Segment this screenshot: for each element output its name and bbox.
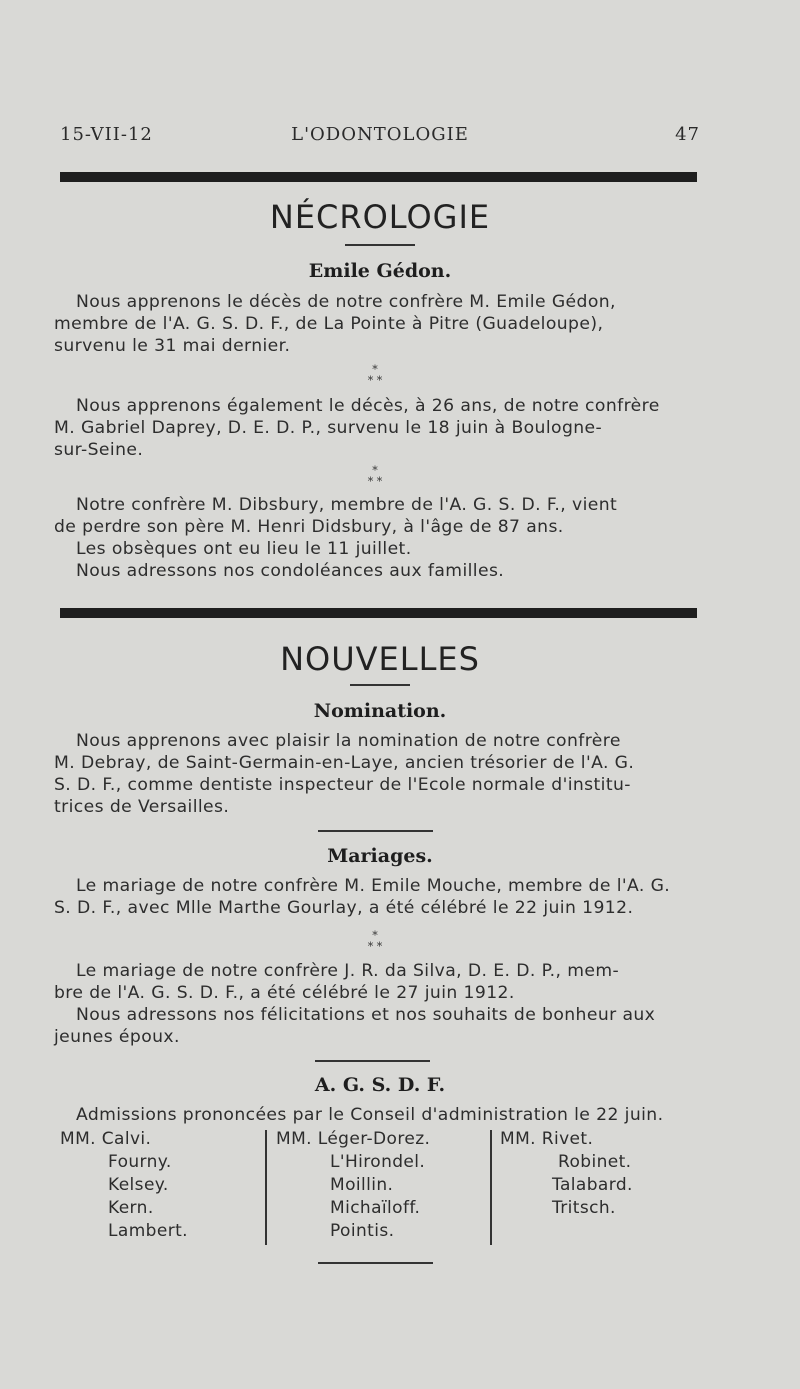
asterism: * * * [367, 464, 383, 488]
agsdf-heading: A. G. S. D. F. [314, 1074, 446, 1096]
admissions-column-1: MM. Calvi. Fourny. Kelsey. Kern. Lambert. [60, 1129, 188, 1241]
gedon-heading: Emile Gédon. [308, 260, 452, 282]
nomination-paragraph: Nous apprenons avec plaisir la nomination de notre confrère M. Debray, de Saint-Germain-en-Laye, ancien trésorier de l'A. G. S. D. F., comme dentiste inspecteur de l'Ecole normale d'institu- trices de Versailles. [54, 731, 635, 817]
page-number: 47 [675, 124, 700, 145]
column-divider [490, 1130, 492, 1245]
title-underline [350, 684, 410, 686]
column-divider [265, 1130, 267, 1245]
admissions-column-2: MM. Léger-Dorez. L'Hirondel. Moillin. Michaïloff. Pointis. [276, 1129, 431, 1241]
silva-paragraph: Le mariage de notre confrère J. R. da Silva, D. E. D. P., mem- bre de l'A. G. S. D. F., a été célébré le 27 juin 1912. Nous adressons nos félicitations et nos souhaits de bonheur aux jeunes époux. [54, 961, 656, 1047]
section-divider [60, 172, 697, 182]
nouvelles-title: NOUVELLES [280, 640, 480, 678]
gedon-paragraph: Nous apprenons le décès de notre confrère M. Emile Gédon, membre de l'A. G. S. D. F., de La Pointe à Pitre (Guadeloupe), survenu le 31 mai dernier. [54, 292, 616, 356]
necrologie-title: NÉCROLOGIE [269, 198, 491, 236]
asterism: * * * [367, 363, 383, 387]
didsbury-paragraph: Notre confrère M. Dibsbury, membre de l'A. G. S. D. F., vient de perdre son père M. Henri Didsbury, à l'âge de 87 ans. Les obsèques ont eu lieu le 11 juillet. Nous adressons nos condoléances aux familles. [54, 495, 618, 581]
journal-title: L'ODONTOLOGIE [291, 124, 469, 145]
daprey-paragraph: Nous apprenons également le décès, à 26 ans, de notre confrère M. Gabriel Daprey, D. E. D. P., survenu le 18 juin à Boulogne- sur-Seine. [54, 396, 660, 460]
separator-rule [315, 1060, 430, 1062]
title-underline [345, 244, 415, 246]
end-rule [318, 1262, 433, 1264]
separator-rule [318, 830, 433, 832]
mouche-paragraph: Le mariage de notre confrère M. Emile Mouche, membre de l'A. G. S. D. F., avec Mlle Marthe Gourlay, a été célébré le 22 juin 1912. [54, 876, 671, 918]
issue-date: 15-VII-12 [60, 124, 153, 145]
mariages-heading: Mariages. [327, 845, 433, 867]
admissions-intro: Admissions prononcées par le Conseil d'administration le 22 juin. [76, 1105, 664, 1125]
section-divider [60, 608, 697, 618]
nomination-heading: Nomination. [313, 700, 447, 722]
asterism: * * * [367, 929, 383, 953]
admissions-column-3: MM. Rivet. Robinet. Talabard. Tritsch. [500, 1129, 633, 1218]
